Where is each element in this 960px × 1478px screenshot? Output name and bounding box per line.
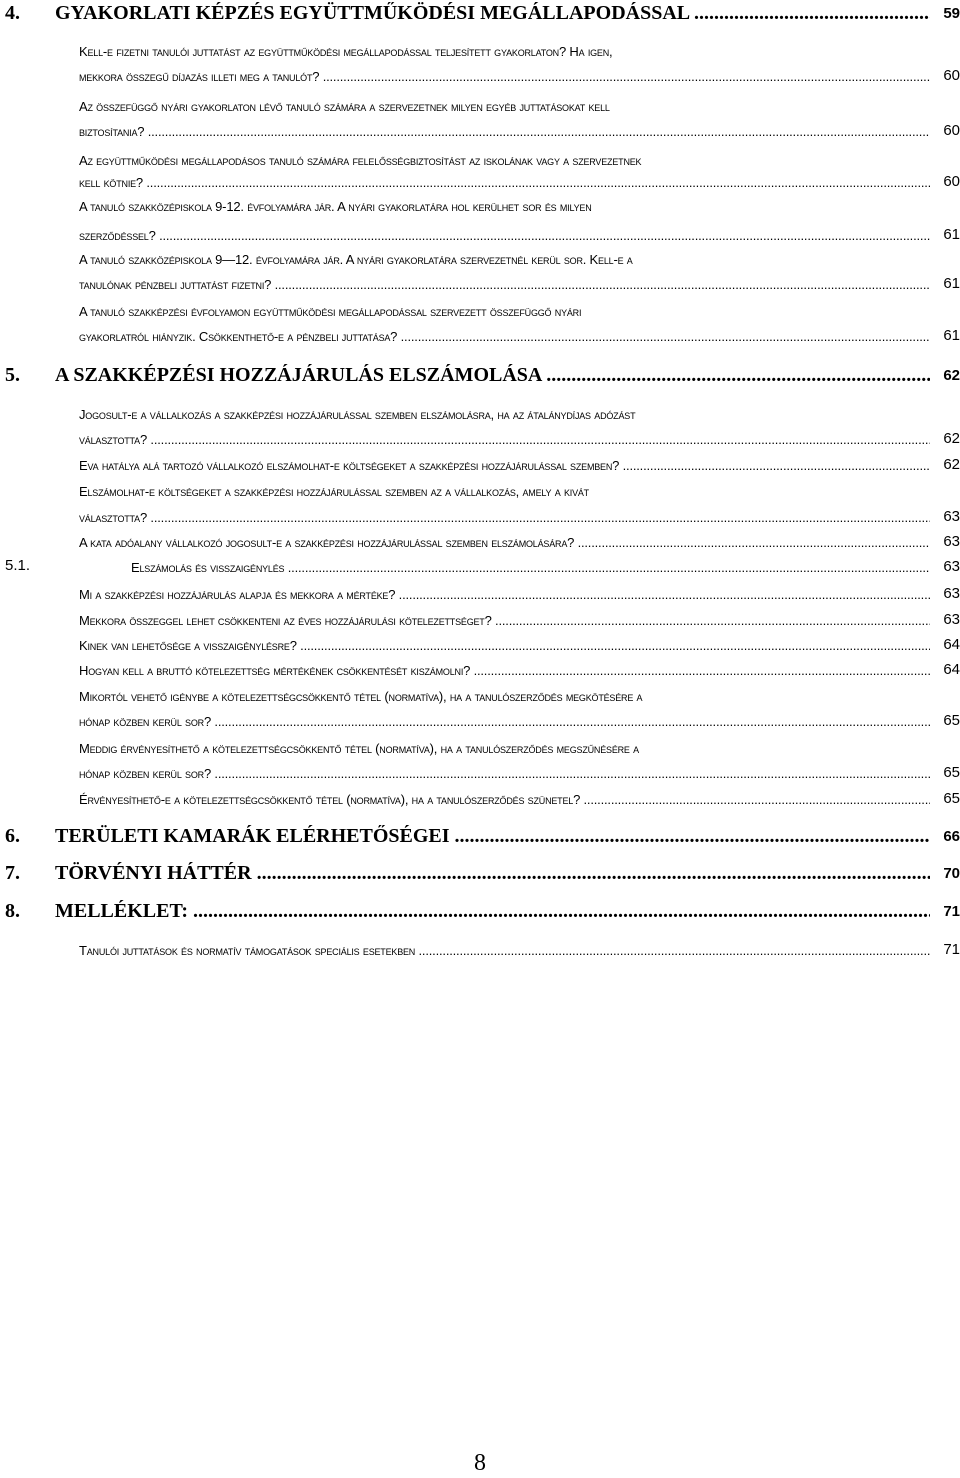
entry-title: hónap közben kerül sor? ..... xyxy=(79,714,930,729)
toc-entry-line[interactable]: A tanuló szakközépiskola 9-12. évfolyamára jár. A nyári gyakorlatára hol kerülhet sor és milyen xyxy=(79,199,592,214)
page-ref: 60 xyxy=(943,173,960,190)
toc-entry-line[interactable]: Elszámolhat-e költségeket a szakképzési hozzájárulással szemben az a vállalkozás, amely a kivát xyxy=(79,484,589,499)
toc-entry[interactable] xyxy=(0,940,960,966)
toc-chapter-5[interactable] xyxy=(0,364,960,390)
page-ref: 63 xyxy=(943,585,960,602)
toc-entry-line[interactable]: A tanuló szakképzési évfolyamon együttműködési megállapodással szervezett összefüggő nyári xyxy=(79,304,582,319)
page-ref: 60 xyxy=(943,122,960,139)
page-ref: 63 xyxy=(943,558,960,575)
toc-entry[interactable] xyxy=(0,610,960,636)
entry-title: mekkora összegű díjazás illeti meg a tanulót? ..... xyxy=(79,69,930,84)
toc-entry[interactable] xyxy=(0,225,960,251)
entry-title: Érvényesíthető-e a kötelezettségcsökkentő tétel (normatíva), ha a tanulószerződés szünetel? ..... xyxy=(79,792,930,807)
toc-entry-line[interactable]: Az összefüggő nyári gyakorlaton lévő tanuló számára a szervezetnek milyen egyéb juttatásokat kell xyxy=(79,99,610,114)
toc-section-5-1[interactable] xyxy=(0,557,960,583)
page-ref: 65 xyxy=(943,764,960,781)
toc-entry-line[interactable]: Az együttműködési megállapodásos tanuló számára felelősségbiztosítást az iskolának vagy a szervezetnek xyxy=(79,153,642,168)
page-ref: 63 xyxy=(943,508,960,525)
page-ref: 61 xyxy=(943,275,960,292)
toc-entry[interactable] xyxy=(0,66,960,92)
entry-title: Mi a szakképzési hozzájárulás alapja és mekkora a mértéke? ..... xyxy=(79,587,930,602)
chapter-title: GYAKORLATI KÉPZÉS EGYÜTTMŰKÖDÉSI MEGÁLLAPODÁSSAL ..... xyxy=(55,2,930,25)
entry-title: Hogyan kell a bruttó kötelezettség mértékének csökkentését kiszámolni? ..... xyxy=(79,663,930,678)
chapter-title: MELLÉKLET: ..... xyxy=(55,900,930,923)
entry-title: választotta? ..... xyxy=(79,510,930,525)
page-ref: 61 xyxy=(943,226,960,243)
toc-entry-line[interactable]: Kell-e fizetni tanulói juttatást az együttműködési megállapodással teljesített gyakorlaton? Ha igen, xyxy=(79,44,613,59)
page-ref: 64 xyxy=(943,636,960,653)
toc-entry[interactable] xyxy=(0,455,960,481)
chapter-number: 4. xyxy=(5,2,20,24)
toc-entry[interactable] xyxy=(0,274,960,300)
toc-entry[interactable] xyxy=(0,507,960,533)
chapter-number: 5. xyxy=(5,364,20,386)
chapter-number: 7. xyxy=(5,862,20,884)
entry-title: Tanulói juttatások és normatív támogatások speciális esetekben ..... xyxy=(79,943,930,958)
toc-entry[interactable] xyxy=(0,660,960,686)
toc-entry[interactable] xyxy=(0,172,960,198)
toc-entry[interactable] xyxy=(0,429,960,455)
page-ref: 59 xyxy=(943,5,960,22)
page-ref: 62 xyxy=(943,430,960,447)
entry-title: hónap közben kerül sor? ..... xyxy=(79,766,930,781)
entry-title: választotta? ..... xyxy=(79,432,930,447)
chapter-title: A SZAKKÉPZÉSI HOZZÁJÁRULÁS ELSZÁMOLÁSA ..... xyxy=(55,364,930,387)
toc-entry[interactable] xyxy=(0,789,960,815)
entry-title: szerződéssel? ..... xyxy=(79,228,930,243)
section-number: 5.1. xyxy=(5,557,31,574)
toc-entry[interactable] xyxy=(0,763,960,789)
toc-entry-line[interactable]: Jogosult-e a vállalkozás a szakképzési hozzájárulással szemben elszámolásra, ha az átalánydíjas adózást xyxy=(79,407,636,422)
toc-chapter-6[interactable] xyxy=(0,825,960,851)
toc-entry[interactable] xyxy=(0,532,960,558)
page-ref: 60 xyxy=(943,67,960,84)
entry-title: gyakorlatról hiányzik. Csökkenthető-e a pénzbeli juttatása? ..... xyxy=(79,329,930,344)
chapter-title: TÖRVÉNYI HÁTTÉR ..... xyxy=(55,862,930,885)
section-title: Elszámolás és visszaigénylés ..... xyxy=(131,560,930,575)
entry-title: tanulónak pénzbeli juttatást fizetni? ..... xyxy=(79,277,930,292)
page-ref: 62 xyxy=(943,367,960,384)
entry-title: Kinek van lehetősége a visszaigénylésre? ..... xyxy=(79,638,930,653)
page-ref: 71 xyxy=(943,903,960,920)
toc-entry-line[interactable]: Mikortól vehető igénybe a kötelezettségcsökkentő tétel (normatíva), ha a tanulószerződés megkötésére a xyxy=(79,689,643,704)
entry-title: Eva hatálya alá tartozó vállalkozó elszámolhat-e költségeket a szakképzési hozzájárulással szemben? ..... xyxy=(79,458,930,473)
page-ref: 63 xyxy=(943,611,960,628)
toc-entry[interactable] xyxy=(0,121,960,147)
chapter-number: 8. xyxy=(5,900,20,922)
toc-entry[interactable] xyxy=(0,635,960,661)
page-ref: 65 xyxy=(943,790,960,807)
page-ref: 64 xyxy=(943,661,960,678)
toc-entry[interactable] xyxy=(0,326,960,352)
toc-chapter-7[interactable] xyxy=(0,862,960,888)
toc-entry[interactable] xyxy=(0,584,960,610)
page-ref: 62 xyxy=(943,456,960,473)
chapter-title: TERÜLETI KAMARÁK ELÉRHETŐSÉGEI ..... xyxy=(55,825,930,848)
page-ref: 71 xyxy=(943,941,960,958)
entry-title: kell kötnie? ..... xyxy=(79,175,930,190)
page-number: 8 xyxy=(474,1450,486,1476)
entry-title: Mekkora összeggel lehet csökkenteni az éves hozzájárulási kötelezettséget? ..... xyxy=(79,613,930,628)
page-ref: 65 xyxy=(943,712,960,729)
chapter-number: 6. xyxy=(5,825,20,847)
toc-entry-line[interactable]: A tanuló szakközépiskola 9—12. évfolyamára jár. A nyári gyakorlatára szervezetnél kerül sor. Kell-e a xyxy=(79,252,633,267)
page-ref: 66 xyxy=(943,828,960,845)
entry-title: A kata adóalany vállalkozó jogosult-e a szakképzési hozzájárulással szemben elszámolására? ..... xyxy=(79,535,930,550)
toc-chapter-4[interactable] xyxy=(0,2,960,28)
toc-entry-line[interactable]: Meddig érvényesíthető a kötelezettségcsökkentő tétel (normatíva), ha a tanulószerződés megszűnésére a xyxy=(79,741,639,756)
toc-entry[interactable] xyxy=(0,711,960,737)
toc-chapter-8[interactable] xyxy=(0,900,960,926)
page-ref: 70 xyxy=(943,865,960,882)
entry-title: biztosítania? ..... xyxy=(79,124,930,139)
page-ref: 63 xyxy=(943,533,960,550)
page-ref: 61 xyxy=(943,327,960,344)
